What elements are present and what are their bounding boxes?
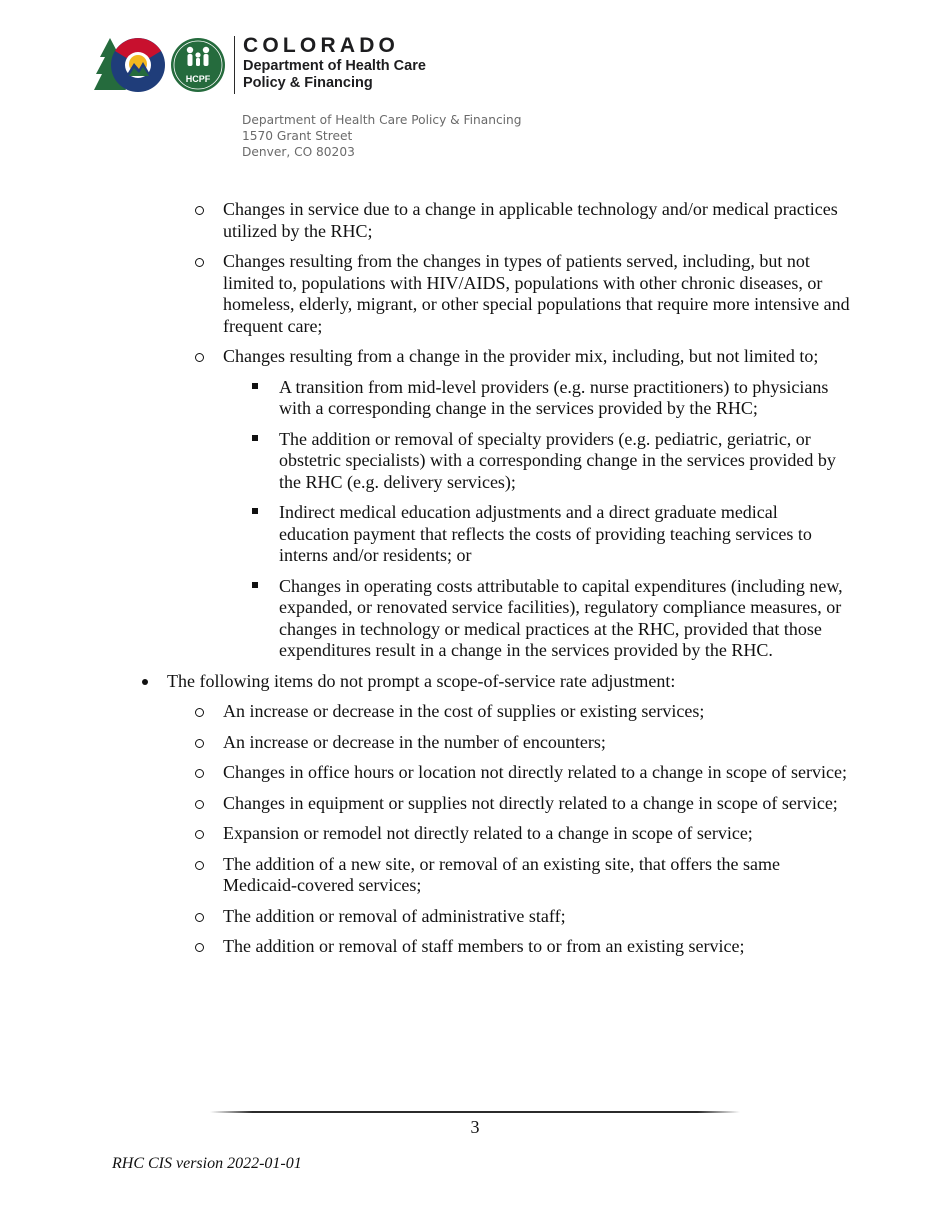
hollow-circle-bullet [195, 258, 204, 267]
brand-department: Department of Health Care [243, 58, 426, 74]
list-item [0, 701, 950, 723]
list-item [0, 199, 950, 242]
page-number: 3 [470, 1117, 480, 1137]
brand-policy: Policy & Financing [243, 74, 373, 91]
list-item-text: Indirect medical education adjustments and a direct graduate medical education payment that reflects the costs of providing teaching services to interns and/or residents; or [279, 502, 812, 565]
square-bullet [252, 508, 258, 514]
list-item [0, 854, 950, 897]
list-item [0, 251, 950, 337]
list-item-text: Changes in service due to a change in applicable technology and/or medical practices utilized by the RHC; [223, 199, 838, 241]
list-item-text: Changes resulting from the changes in types of patients served, including, but not limited to, populations with HIV/AIDS, populations with other chronic diseases, or homeless, elderly, migrant, or other special populations that require more intensive and frequent care; [223, 251, 850, 336]
hollow-circle-bullet [195, 943, 204, 952]
square-bullet [252, 435, 258, 441]
hollow-circle-bullet [195, 739, 204, 748]
hollow-circle-bullet [195, 800, 204, 809]
list-item [0, 346, 950, 368]
list-item-text: Changes in office hours or location not directly related to a change in scope of service; [223, 762, 847, 782]
hollow-circle-bullet [195, 708, 204, 717]
hollow-circle-bullet [195, 830, 204, 839]
address-line: Denver, CO 80203 [242, 145, 355, 159]
list-item-text: The addition or removal of specialty providers (e.g. pediatric, geriatric, or obstetric specialists) with a corresponding change in the services provided by the RHC (e.g. delivery services); [279, 428, 836, 492]
list-item-text: The addition or removal of administrative staff; [223, 905, 566, 926]
address-line: 1570 Grant Street [242, 129, 353, 143]
hollow-circle-bullet [195, 913, 204, 922]
list-item-text: The following items do not prompt a scope-of-service rate adjustment: [167, 670, 676, 691]
list-item [0, 377, 950, 420]
list-item [0, 762, 950, 784]
list-item [0, 502, 950, 567]
hcpf-logo [93, 34, 239, 96]
hollow-circle-bullet [195, 769, 204, 778]
list-item-text: A transition from mid-level providers (e.g. nurse practitioners) to physicians with a corresponding change in the services provided by the RHC; [279, 376, 829, 418]
filled-circle-bullet [142, 679, 148, 685]
footer-rule [210, 1111, 740, 1113]
list-item-text: The addition or removal of staff members to or from an existing service; [223, 936, 745, 956]
hollow-circle-bullet [195, 353, 204, 362]
hcpf-badge-icon [171, 38, 225, 92]
hollow-circle-bullet [195, 861, 204, 870]
list-item-text: Changes resulting from a change in the provider mix, including, but not limited to; [223, 346, 819, 366]
list-item [0, 936, 950, 958]
list-item [0, 732, 950, 754]
list-item-text: An increase or decrease in the number of encounters; [223, 731, 606, 752]
address-line: Department of Health Care Policy & Financing [242, 113, 522, 127]
colorado-c-icon [111, 38, 165, 92]
list-item [0, 671, 950, 693]
list-item-text: Changes in operating costs attributable to capital expenditures (including new, expanded, or renovated service facilities), regulatory compliance measures, or changes in technology or medical practices at the RHC, provided that those expenditures result in a change in the services provided by the RHC. [279, 575, 843, 660]
square-bullet [252, 383, 258, 389]
logo-divider [234, 36, 235, 94]
hollow-circle-bullet [195, 206, 204, 215]
logo-label: HCPF [185, 74, 211, 84]
brand-block [243, 33, 426, 91]
square-bullet [252, 582, 258, 588]
list-item [0, 576, 950, 662]
brand-name: COLORADO [243, 34, 400, 57]
document-body [0, 199, 950, 967]
list-item [0, 793, 950, 815]
list-item-text: Expansion or remodel not directly related to a change in scope of service; [223, 823, 753, 843]
list-item [0, 906, 950, 928]
list-item-text: Changes in equipment or supplies not directly related to a change in scope of service; [223, 792, 838, 813]
list-item-text: An increase or decrease in the cost of supplies or existing services; [223, 701, 705, 721]
list-item [0, 429, 950, 494]
document-version: RHC CIS version 2022-01-01 [112, 1155, 302, 1172]
list-item-text: The addition of a new site, or removal of an existing site, that offers the same Medicaid-covered services; [223, 853, 781, 895]
list-item [0, 823, 950, 845]
address-block [242, 112, 522, 160]
